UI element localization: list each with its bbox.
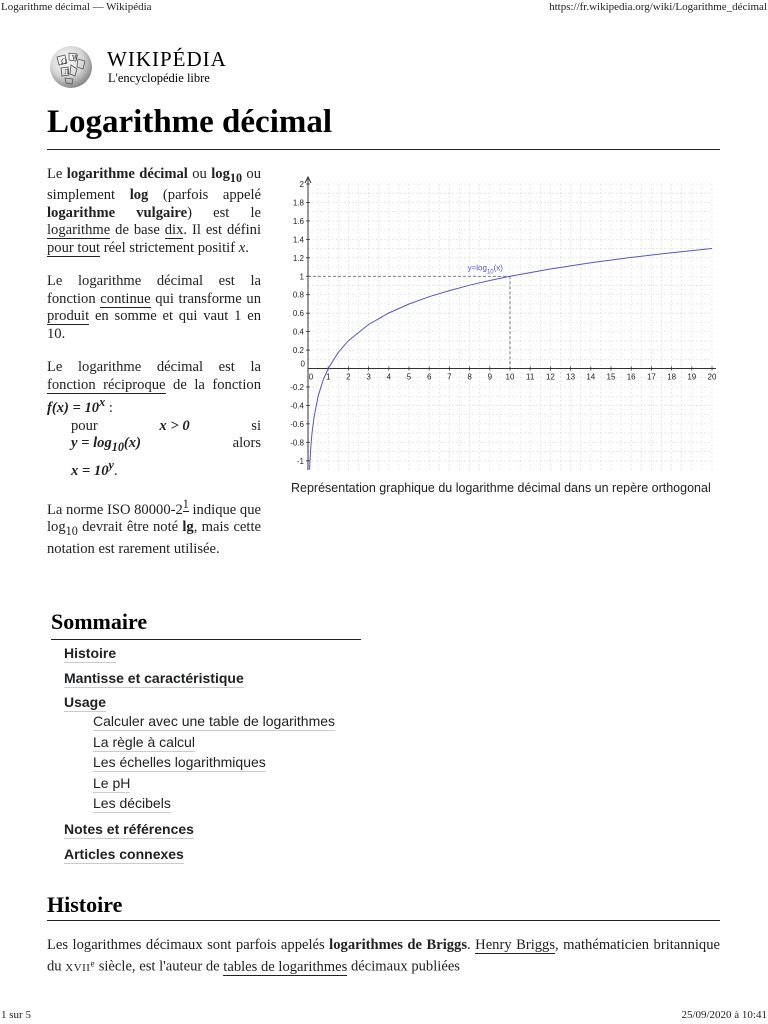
- term-bold: logarithme vulgaire: [47, 204, 188, 221]
- text: (x): [123, 435, 141, 452]
- print-datetime: 25/09/2020 à 10:41: [681, 1009, 767, 1021]
- table-of-contents: [51, 609, 361, 862]
- toc-item[interactable]: [64, 670, 244, 686]
- text: indique que log: [47, 501, 262, 536]
- toc-item-label: Histoire: [64, 645, 117, 661]
- text: , mais cette notation est rarement utilisée.: [47, 519, 261, 557]
- wikipedia-globe-icon: [47, 43, 95, 89]
- toc-item-label: Les décibels: [93, 795, 171, 811]
- toc-item-label: Les échelles logarithmiques: [93, 754, 266, 770]
- svg-text:W: W: [72, 55, 79, 62]
- text: décimaux publiées: [347, 958, 460, 975]
- y-tick-label: 1.2: [292, 253, 304, 263]
- link-dix[interactable]: dix: [164, 222, 184, 239]
- svg-text:Ω: Ω: [61, 58, 67, 66]
- x-tick-label: 1: [325, 372, 331, 382]
- intro-paragraph-2: [47, 273, 261, 343]
- text: . Il est défini: [183, 222, 261, 239]
- text: .: [245, 239, 249, 256]
- subscript: 10: [111, 440, 124, 455]
- text: :: [105, 400, 113, 417]
- math-y: [71, 435, 141, 456]
- toc-item[interactable]: [64, 694, 106, 710]
- superscript: x: [99, 395, 106, 410]
- x-tick-label: 8: [467, 372, 472, 382]
- svg-text:Л: Л: [64, 69, 70, 76]
- term-bold: logarithmes de Briggs: [329, 937, 468, 953]
- x-tick-label: 12: [545, 372, 555, 382]
- math-line-1: [47, 418, 261, 436]
- term-bold: log: [129, 187, 149, 204]
- math-x: [71, 457, 114, 479]
- toc-item[interactable]: [64, 645, 116, 661]
- toc-item-label: Calculer avec une table de logarithmes: [93, 713, 336, 729]
- y-tick-label: 2: [299, 180, 304, 189]
- x-tick-label: 11: [526, 372, 535, 382]
- intro-text: [47, 166, 261, 574]
- text: qui transforme un: [150, 290, 261, 307]
- text: ) est le: [187, 204, 261, 221]
- toc-item[interactable]: [64, 821, 194, 837]
- text: Le logarithme décimal est la fonction: [47, 273, 261, 307]
- math-line-3: [47, 457, 261, 480]
- text: de la fonction: [165, 376, 261, 393]
- y-tick-label: 1.8: [292, 198, 304, 208]
- y-tick-label: -0.2: [290, 382, 304, 392]
- link-tables-de-logarithmes[interactable]: tables de logarithmes: [223, 958, 348, 975]
- section-heading-histoire: Histoire: [47, 892, 123, 917]
- toc-item[interactable]: [64, 846, 184, 862]
- text: .: [467, 937, 476, 953]
- x-tick-label: 9: [487, 372, 493, 382]
- text: y = log: [71, 435, 112, 452]
- text: siècle, est l'auteur de: [95, 958, 224, 975]
- section-divider: [47, 920, 720, 921]
- x-tick-label: 17: [646, 372, 656, 382]
- x-tick-label: 16: [626, 372, 636, 382]
- text: devrait être noté: [77, 519, 183, 536]
- print-page-title: Logarithme décimal — Wikipédia: [1, 1, 152, 13]
- x-tick-label: 5: [406, 372, 412, 382]
- term-bold: lg: [182, 519, 194, 536]
- text: Le: [47, 166, 67, 182]
- toc-item-label: Notes et références: [64, 821, 194, 837]
- x-tick-label: 20: [707, 372, 717, 382]
- text: si: [251, 417, 261, 434]
- term-log10: [211, 166, 243, 185]
- text: pour: [71, 417, 98, 434]
- text: XVII: [65, 961, 91, 974]
- text: de base: [110, 222, 165, 239]
- toc-heading: Sommaire: [51, 609, 148, 634]
- math-line-2: [47, 435, 261, 456]
- term-bold: logarithme décimal: [66, 166, 188, 182]
- superscript: e: [90, 958, 96, 968]
- intro-paragraph-4: [47, 496, 261, 558]
- link-fonction-reciproque[interactable]: fonction réciproque: [47, 376, 166, 393]
- text: en somme et qui vaut 1 en 10.: [47, 308, 261, 342]
- footnote-ref-1[interactable]: 1: [182, 497, 189, 512]
- x-tick-label: 10: [505, 372, 515, 382]
- history-paragraph: [47, 936, 720, 977]
- x-tick-label: 2: [346, 372, 351, 382]
- link-pour-tout[interactable]: pour tout: [47, 239, 101, 256]
- log-graph-figure[interactable]: [288, 174, 718, 474]
- text: (parfois appelé: [148, 187, 261, 204]
- toc-item-label: Articles connexes: [64, 846, 184, 862]
- x-tick-label: 15: [606, 372, 616, 382]
- wikipedia-wordmark: WIKIPÉDIA: [107, 47, 227, 71]
- x-tick-label: 6: [426, 372, 432, 382]
- toc-divider: [51, 639, 361, 640]
- toc-item-label: Le pH: [93, 775, 131, 791]
- link-continue[interactable]: continue: [100, 290, 151, 307]
- x-tick-label: 4: [386, 372, 392, 382]
- toc-item[interactable]: [93, 775, 130, 791]
- link-logarithme[interactable]: logarithme: [47, 222, 111, 239]
- x-tick-label: 18: [667, 372, 677, 382]
- y-tick-label: 0.8: [292, 290, 304, 300]
- text: La norme ISO 80000-2: [47, 501, 183, 518]
- text: ou simplement: [47, 166, 261, 204]
- wikipedia-logo[interactable]: [47, 43, 247, 89]
- figure-caption: Représentation graphique du logarithme décimal dans un repère orthogonal: [291, 481, 711, 495]
- intro-paragraph-3: [47, 359, 261, 480]
- x-tick-label: 0: [308, 372, 314, 382]
- superscript: y: [108, 457, 114, 472]
- x-tick-label: 3: [366, 372, 371, 382]
- toc-item[interactable]: [93, 734, 195, 750]
- intro-paragraph-1: [47, 166, 261, 257]
- link-henry-briggs[interactable]: Henry Briggs: [475, 937, 556, 953]
- toc-item-label: La règle à calcul: [93, 734, 195, 750]
- y-tick-label: 0.4: [292, 327, 304, 337]
- text: .: [113, 462, 118, 479]
- toc-item-label: Usage: [64, 694, 107, 710]
- y-tick-label: -0.6: [290, 419, 304, 429]
- y-tick-label: 1.4: [292, 235, 304, 245]
- century-roman: [65, 958, 96, 974]
- text: réel strictement positif: [100, 239, 239, 256]
- subscript: 10: [229, 170, 243, 185]
- print-page-number: 1 sur 5: [1, 1009, 31, 1021]
- toc-item-label: Mantisse et caractéristique: [64, 670, 244, 686]
- text: x = 10: [71, 462, 109, 479]
- x-tick-label: 13: [566, 372, 576, 382]
- wikipedia-tagline: L'encyclopédie libre: [108, 71, 210, 85]
- text: ou: [187, 166, 212, 182]
- title-divider: [47, 149, 720, 150]
- page-title: Logarithme décimal: [47, 104, 333, 140]
- link-produit[interactable]: produit: [47, 308, 90, 325]
- y-tick-label: -0.8: [290, 438, 304, 448]
- math-var: x: [238, 239, 246, 256]
- y-tick-label: 0: [300, 359, 305, 369]
- y-tick-label: 1: [299, 272, 304, 282]
- y-tick-label: 1.6: [292, 216, 304, 226]
- y-tick-label: -0.4: [290, 401, 304, 411]
- toc-item[interactable]: [93, 754, 266, 770]
- text: , mathématicien britannique du: [47, 937, 720, 975]
- text: Les logarithmes décimaux sont parfois appelés: [47, 937, 330, 953]
- math-f: [47, 395, 106, 417]
- text: f(x) = 10: [47, 400, 100, 417]
- subscript: 10: [65, 524, 78, 539]
- x-tick-label: 7: [447, 372, 452, 382]
- y-tick-label: 0.2: [292, 346, 304, 356]
- text: Le logarithme décimal est la: [47, 359, 261, 376]
- y-tick-label: -1: [296, 456, 304, 466]
- x-tick-label: 19: [687, 372, 697, 382]
- math-cond: x > 0: [159, 417, 190, 434]
- x-tick-label: 14: [586, 372, 596, 382]
- y-tick-label: 0.6: [292, 309, 304, 319]
- log-graph: [288, 174, 718, 474]
- text: log: [211, 166, 230, 182]
- series-label: $y=\log_{10}(x)$: [467, 263, 503, 276]
- print-url: https://fr.wikipedia.org/wiki/Logarithme_décimal: [549, 1, 767, 13]
- toc-item[interactable]: [93, 713, 335, 729]
- toc-item[interactable]: [93, 795, 171, 811]
- text: alors: [232, 435, 261, 452]
